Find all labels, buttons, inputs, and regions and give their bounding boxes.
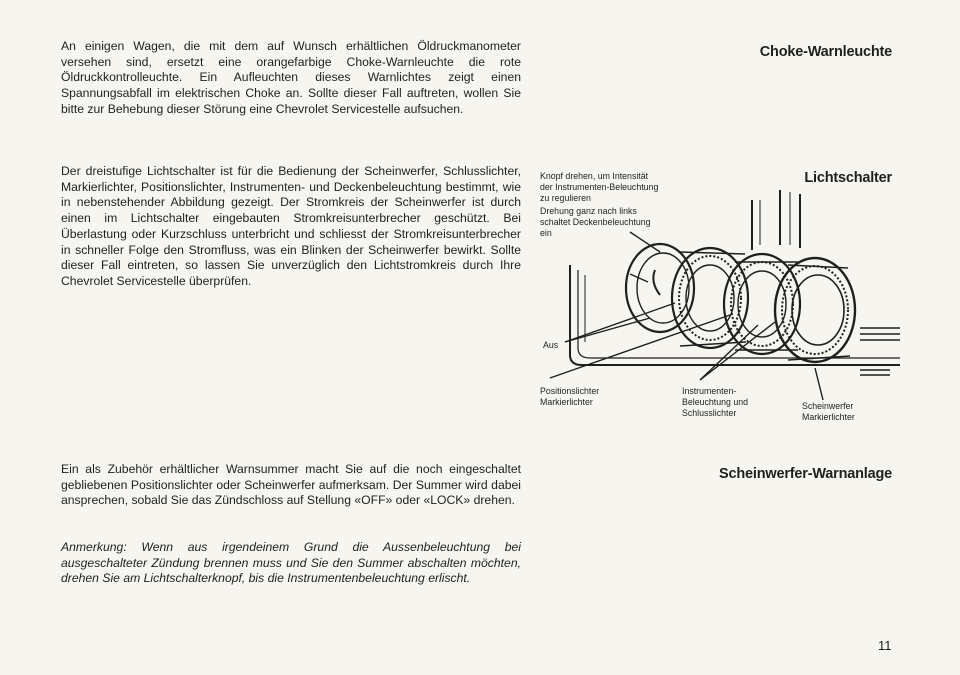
position-label-line-1: Positionslichter (540, 386, 600, 396)
knob-label-line-6: ein (540, 228, 552, 238)
knob-label-line-5: schaltet Deckenbeleuchtung (540, 217, 651, 227)
knob-label-line-4: Drehung ganz nach links (540, 206, 637, 216)
page-number: 11 (878, 638, 892, 653)
warning-buzzer-paragraph: Ein als Zubehör erhältlicher Warnsummer macht Sie auf die noch eingeschaltet gebliebenen Positionslichter oder Scheinwerfer aufmerksam. Der Summer wird dabei ansprechen, sobald Sie das Zündschloss auf Stellung «OFF» oder «LOCK» drehen. (61, 462, 521, 508)
position-label-line-2: Markierlichter (540, 397, 593, 407)
light-switch-illustration (530, 170, 900, 405)
instrument-label-line-1: Instrumenten- (682, 386, 737, 396)
light-switch-paragraph: Der dreistufige Lichtschalter ist für die Bedienung der Scheinwerfer, Schlusslichter, Markierlichter, Positionslichter, Instrumenten- und Deckenbeleuchtung bestimmt, wie in nebenstehender Abbildung gezeigt. Der Stromkreis der Scheinwerfer ist durch einen im Lichtschalter eingebauten Stromkreisunterbrecher geschützt. Bei Überlastung oder Kurzschluss unterbricht und schliesst der Stromkreisunterbrecher in schneller Folge den Stromfluss, was ein Blinken der Scheinwerfer bewirkt. Sollte dieser Fall eintreten, so lassen Sie unverzüglich den Lichtstromkreis durch Ihre Chevrolet Servicestelle überprüfen. (61, 164, 521, 288)
headlight-warning-heading: Scheinwerfer-Warnanlage (719, 466, 892, 482)
light-switch-heading: Lichtschalter (804, 170, 892, 186)
knob-label-line-1: Knopf drehen, um Intensität (540, 171, 649, 181)
off-label: Aus (543, 340, 559, 350)
note-paragraph: Anmerkung: Wenn aus irgendeinem Grund die Aussenbeleuchtung bei ausgeschalteter Zündung brennen muss und Sie den Summer abschalten möchten, drehen Sie am Lichtschalterknopf, bis die Instrumentenbeleuchtung erlischt. (61, 540, 521, 586)
choke-warning-paragraph: An einigen Wagen, die mit dem auf Wunsch erhältlichen Öldruckmanometer versehen sind, ersetzt eine orangefarbige Choke-Warnleuchte die rote Öldruckkontrolleuchte. Ein Aufleuchten dieses Warnlichtes zeigt einen Spannungsabfall im elektrischen Choke an. Sollte dieser Fall auftreten, wollen Sie bitte zur Behebung dieser Störung eine Chevrolet Servicestelle aufsuchen. (61, 39, 521, 116)
headlights-label-line-2: Markierlichter (802, 412, 855, 422)
headlights-label-line-1: Scheinwerfer (802, 401, 854, 411)
knob-label-line-2: der Instrumenten-Beleuchtung (540, 182, 659, 192)
instrument-label-line-2: Beleuchtung und (682, 397, 749, 407)
choke-warning-heading: Choke-Warnleuchte (759, 44, 892, 60)
instrument-label-line-3: Schlusslichter (682, 408, 737, 418)
knob-label-line-3: zu regulieren (540, 193, 591, 203)
